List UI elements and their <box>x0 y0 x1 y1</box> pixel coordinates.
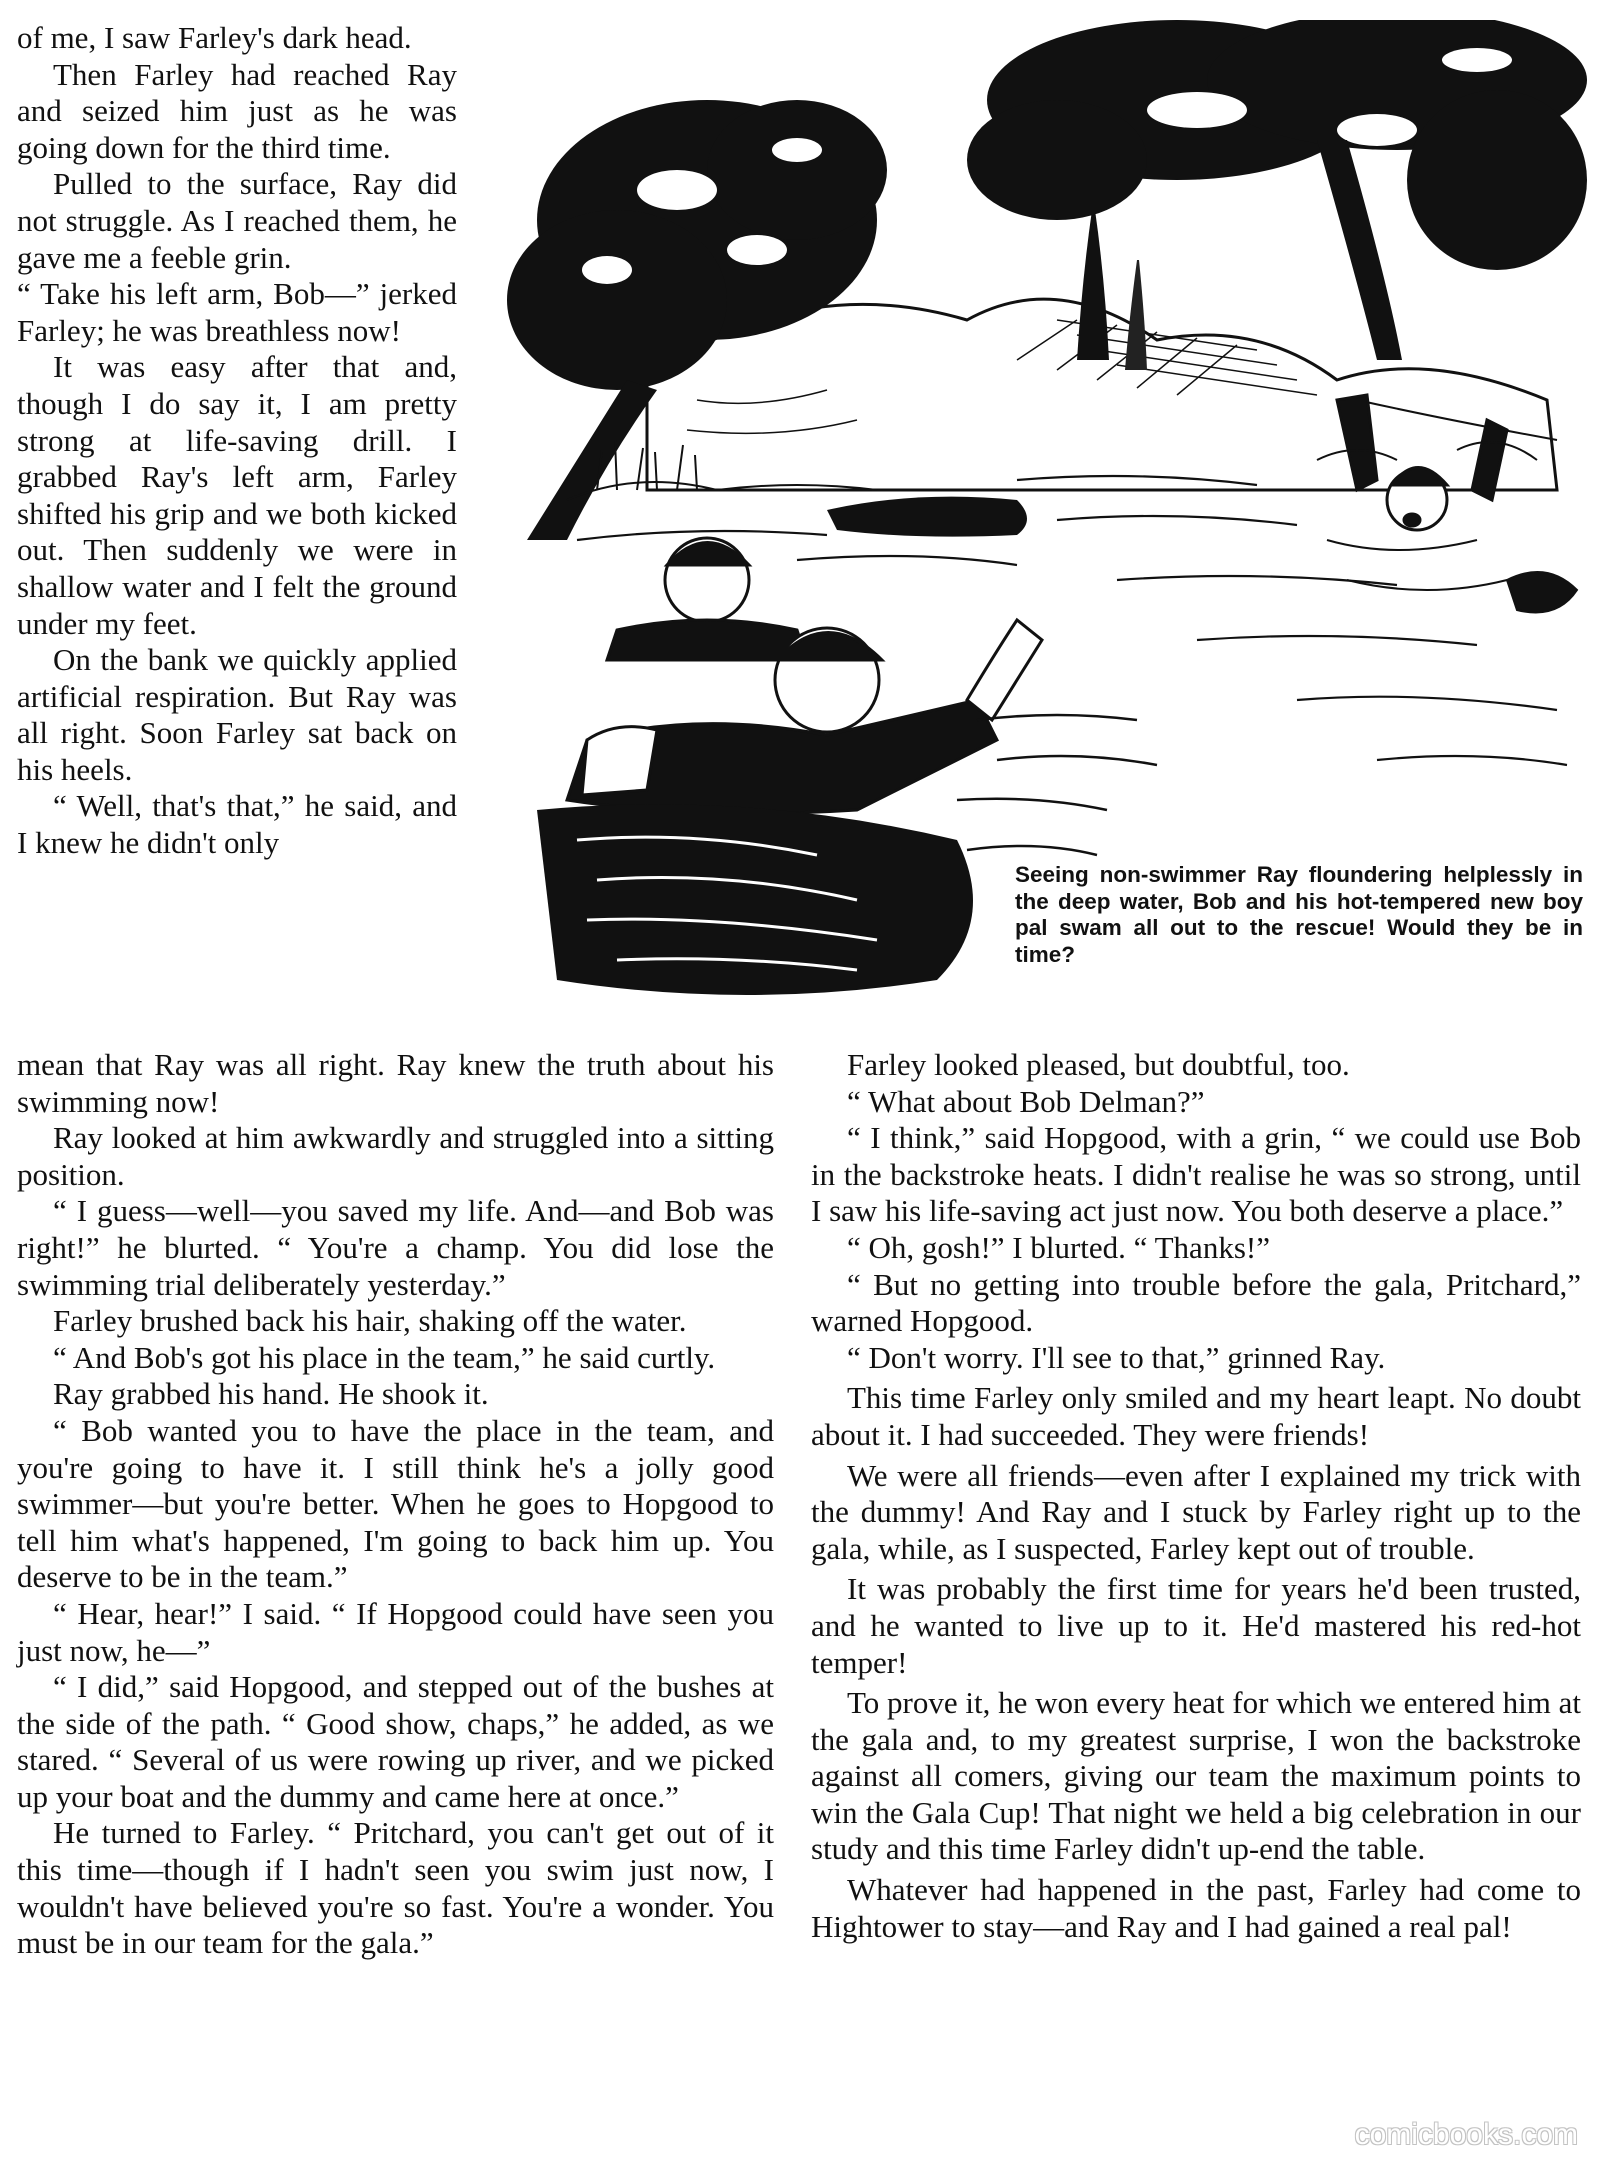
paragraph: Ray grabbed his hand. He shook it. <box>53 1376 489 1412</box>
paragraph: Farley looked pleased, but doubtful, too. <box>847 1047 1350 1082</box>
paragraph: “ I did,” said Hopgood, and stepped out of the bushes at the side of the path. “ Good show, chaps,” he added, as we stared. “ Several of us were rowing up river, and we picked up your boat and the dummy and came here at once.” <box>17 1669 774 1814</box>
paragraph: “ Oh, gosh!” I blurted. “ Thanks!” <box>847 1229 1270 1265</box>
paragraph: “ And Bob's got his place in the team,” he said curtly. <box>53 1339 716 1375</box>
paragraph: of me, I saw Farley's dark head. <box>17 20 412 55</box>
paragraph: We were all friends—even after I explained my trick with the dummy! And Ray and I stuck by Farley right up to the gala, while, as I suspected, Farley kept out of trouble. <box>811 1457 1581 1566</box>
paragraph: “ Don't worry. I'll see to that,” grinned Ray. <box>847 1339 1386 1375</box>
paragraph: On the bank we quickly applied artificial respiration. But Ray was all right. Soon Farley sat back on his heels. <box>17 642 457 787</box>
story-column-left-top <box>17 20 457 862</box>
paragraph: “ Bob wanted you to have the place in the team, and you're going to have it. I still think he's a jolly good swimmer—but you're better. When he goes to Hopgood to tell him what's happened, I'm going to back him up. You deserve to be in the team.” <box>17 1412 774 1595</box>
illustration-caption: Seeing non-swimmer Ray floundering helplessly in the deep water, Bob and his hot-tempered new boy pal swam all out to the rescue! Would they be in time? <box>1015 862 1583 967</box>
story-column-left-bottom <box>17 1047 774 1962</box>
paragraph: Pulled to the surface, Ray did not struggle. As I reached them, he gave me a feeble grin. <box>17 166 457 275</box>
paragraph: “ But no getting into trouble before the gala, Pritchard,” warned Hopgood. <box>811 1266 1581 1339</box>
paragraph: It was easy after that and, though I do say it, I am pretty strong at life-saving drill. I grabbed Ray's left arm, Farley shifted his grip and we both kicked out. Then suddenly we were in shallow water and I felt the ground under my feet. <box>17 349 457 641</box>
paragraph: mean that Ray was all right. Ray knew the truth about his swimming now! <box>17 1047 774 1119</box>
paragraph: “ I guess—well—you saved my life. And—and Bob was right!” he blurted. “ You're a champ. You did lose the swimming trial deliberately yesterday.” <box>17 1193 774 1302</box>
story-column-right-bottom <box>811 1047 1581 1945</box>
paragraph: “ What about Bob Delman?” <box>847 1083 1205 1119</box>
paragraph: Then Farley had reached Ray and seized him just as he was going down for the third time. <box>17 56 457 165</box>
paragraph: He turned to Farley. “ Pritchard, you can't get out of it this time—though if I hadn't seen you swim just now, I wouldn't have believed you're so fast. You're a wonder. You must be in our team for the gala.” <box>17 1815 774 1961</box>
paragraph: Farley brushed back his hair, shaking off the water. <box>53 1303 687 1339</box>
paragraph: Whatever had happened in the past, Farley had come to Hightower to stay—and Ray and I had gained a real pal! <box>811 1872 1581 1944</box>
paragraph: It was probably the first time for years he'd been trusted, and he wanted to live up to it. He'd mastered his red-hot temper! <box>811 1571 1581 1680</box>
paragraph: Ray looked at him awkwardly and struggled into a sitting position. <box>17 1120 774 1192</box>
paragraph: “ Well, that's that,” he said, and I knew he didn't only <box>17 788 457 861</box>
paragraph: To prove it, he won every heat for which we entered him at the gala and, to my greatest surprise, I won the backstroke against all comers, giving our team the maximum points to win the Gala Cup! That night we held a big celebration in our study and this time Farley didn't up-end the table. <box>811 1685 1581 1867</box>
paragraph: “ Hear, hear!” I said. “ If Hopgood could have seen you just now, he—” <box>17 1595 774 1668</box>
site-watermark: comicbooks.com <box>1354 2118 1578 2151</box>
paragraph: “ Take his left arm, Bob—” jerked Farley; he was breathless now! <box>17 276 457 348</box>
paragraph: “ I think,” said Hopgood, with a grin, “ we could use Bob in the backstroke heats. I didn't realise he was so strong, until I saw his life-saving act just now. You both deserve a place.” <box>811 1120 1581 1229</box>
paragraph: This time Farley only smiled and my heart leapt. No doubt about it. I had succeeded. They were friends! <box>811 1380 1581 1452</box>
